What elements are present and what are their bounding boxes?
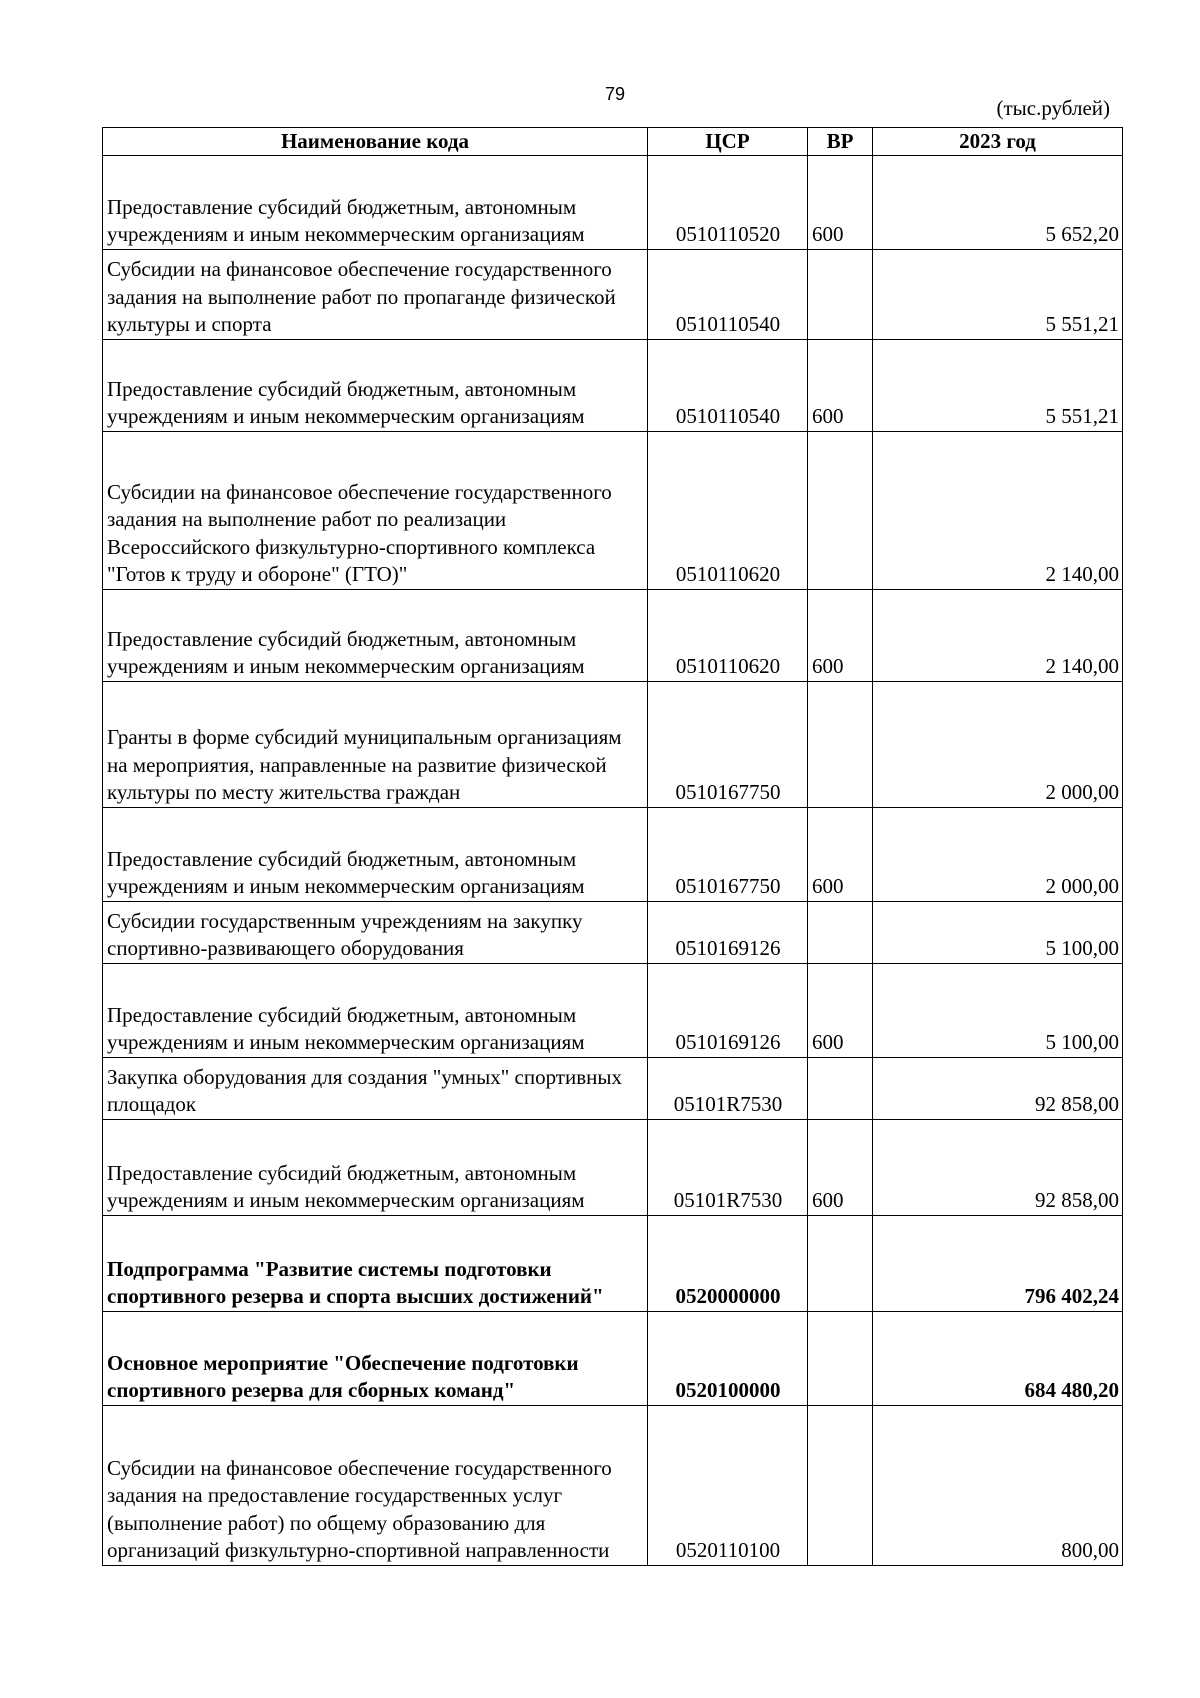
page-number: 79 [605, 84, 626, 104]
row-csr: 0510167750 [648, 682, 808, 808]
row-csr: 0520100000 [648, 1312, 808, 1406]
row-vr [808, 250, 873, 340]
row-name: Субсидии государственным учреждениям на закупку спортивно-развивающего оборудования [103, 902, 648, 964]
table-header-row [103, 128, 1123, 156]
table-row [103, 682, 1123, 808]
row-csr: 0510110540 [648, 340, 808, 432]
table-row [103, 1120, 1123, 1216]
row-sum: 684 480,20 [873, 1312, 1123, 1406]
row-name: Субсидии на финансовое обеспечение государственного задания на выполнение работ по реализации Всероссийского физкультурно-спортивного комплекса "Готов к труду и обороне" (ГТО)" [103, 432, 648, 590]
row-vr: 600 [808, 156, 873, 250]
row-vr: 600 [808, 1120, 873, 1216]
row-sum: 92 858,00 [873, 1058, 1123, 1120]
row-name: Субсидии на финансовое обеспечение государственного задания на выполнение работ по пропаганде физической культуры и спорта [103, 250, 648, 340]
row-name: Основное мероприятие "Обеспечение подготовки спортивного резерва для сборных команд" [103, 1312, 648, 1406]
row-name: Предоставление субсидий бюджетным, автономным учреждениям и иным некоммерческим организациям [103, 808, 648, 902]
row-sum: 2 000,00 [873, 682, 1123, 808]
table-row [103, 156, 1123, 250]
row-vr: 600 [808, 964, 873, 1058]
header-name: Наименование кода [103, 128, 648, 156]
table-body [103, 156, 1123, 1566]
row-vr [808, 432, 873, 590]
row-vr: 600 [808, 808, 873, 902]
row-csr: 0510110620 [648, 432, 808, 590]
row-csr: 0510169126 [648, 902, 808, 964]
row-vr [808, 1058, 873, 1120]
row-sum: 796 402,24 [873, 1216, 1123, 1312]
row-csr: 05101R7530 [648, 1058, 808, 1120]
row-vr: 600 [808, 340, 873, 432]
table-row [103, 340, 1123, 432]
row-sum: 92 858,00 [873, 1120, 1123, 1216]
row-name: Предоставление субсидий бюджетным, автономным учреждениям и иным некоммерческим организациям [103, 156, 648, 250]
row-sum: 5 100,00 [873, 964, 1123, 1058]
units-label: (тыс.рублей) [996, 96, 1110, 120]
row-name: Гранты в форме субсидий муниципальным организациям на мероприятия, направленные на развитие физической культуры по месту жительства граждан [103, 682, 648, 808]
table-row [103, 902, 1123, 964]
table-row [103, 1058, 1123, 1120]
row-vr [808, 1406, 873, 1566]
row-csr: 0510110520 [648, 156, 808, 250]
table-row [103, 1312, 1123, 1406]
table-row [103, 1406, 1123, 1566]
table-row [103, 808, 1123, 902]
row-vr [808, 682, 873, 808]
budget-table [102, 127, 1123, 1566]
table-row [103, 432, 1123, 590]
row-sum: 5 551,21 [873, 250, 1123, 340]
row-sum: 5 551,21 [873, 340, 1123, 432]
row-csr: 0510110540 [648, 250, 808, 340]
row-vr: 600 [808, 590, 873, 682]
row-csr: 05101R7530 [648, 1120, 808, 1216]
table-row [103, 964, 1123, 1058]
row-vr [808, 1216, 873, 1312]
row-sum: 2 140,00 [873, 590, 1123, 682]
row-csr: 0510110620 [648, 590, 808, 682]
row-name: Предоставление субсидий бюджетным, автономным учреждениям и иным некоммерческим организациям [103, 340, 648, 432]
row-vr [808, 902, 873, 964]
row-csr: 0510169126 [648, 964, 808, 1058]
row-name: Субсидии на финансовое обеспечение государственного задания на предоставление государственных услуг (выполнение работ) по общему образованию для организаций физкультурно-спортивной направленности [103, 1406, 648, 1566]
table-row [103, 1216, 1123, 1312]
row-sum: 800,00 [873, 1406, 1123, 1566]
header-year: 2023 год [873, 128, 1123, 156]
row-csr: 0520000000 [648, 1216, 808, 1312]
row-name: Закупка оборудования для создания "умных" спортивных площадок [103, 1058, 648, 1120]
row-name: Предоставление субсидий бюджетным, автономным учреждениям и иным некоммерческим организациям [103, 964, 648, 1058]
row-sum: 5 100,00 [873, 902, 1123, 964]
row-sum: 5 652,20 [873, 156, 1123, 250]
header-vr: ВР [808, 128, 873, 156]
row-name: Подпрограмма "Развитие системы подготовки спортивного резерва и спорта высших достижений" [103, 1216, 648, 1312]
row-csr: 0520110100 [648, 1406, 808, 1566]
row-sum: 2 000,00 [873, 808, 1123, 902]
table-row [103, 250, 1123, 340]
row-name: Предоставление субсидий бюджетным, автономным учреждениям и иным некоммерческим организациям [103, 590, 648, 682]
table-row [103, 590, 1123, 682]
row-name: Предоставление субсидий бюджетным, автономным учреждениям и иным некоммерческим организациям [103, 1120, 648, 1216]
row-csr: 0510167750 [648, 808, 808, 902]
row-vr [808, 1312, 873, 1406]
row-sum: 2 140,00 [873, 432, 1123, 590]
header-csr: ЦСР [648, 128, 808, 156]
